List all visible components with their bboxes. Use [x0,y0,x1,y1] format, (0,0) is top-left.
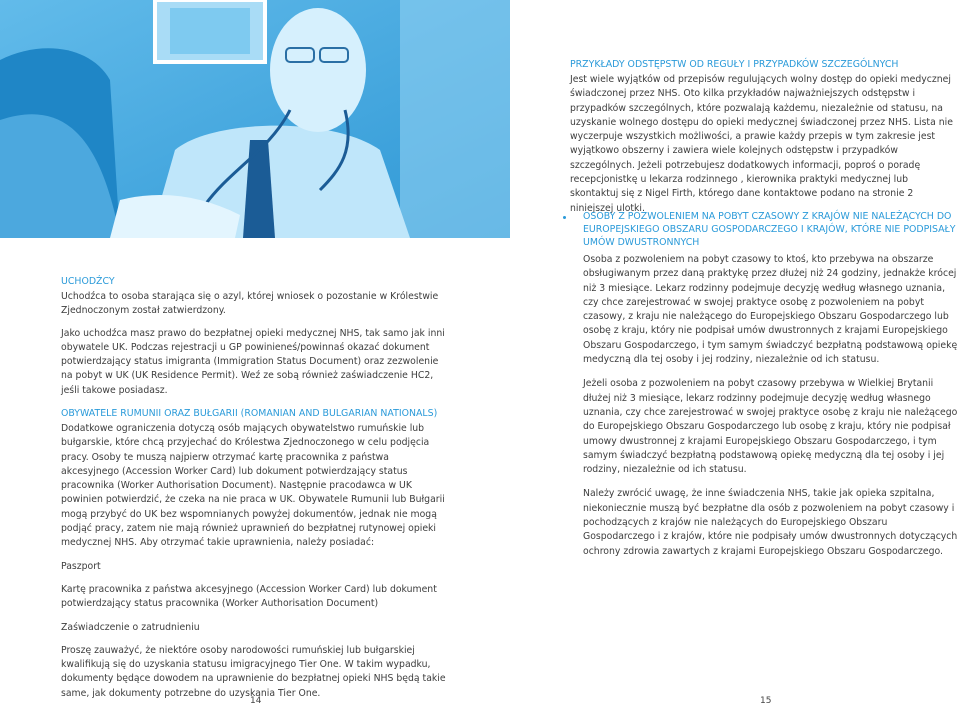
examples-section [570,58,955,216]
doctor-photo [0,0,510,238]
refugees-heading: UCHODŹCY [61,276,115,287]
temporary-body [583,253,959,559]
temporary-paragraph-1: Osoba z pozwoleniem na pobyt czasowy to ktoś, kto przebywa na obszarze obsługiwanym przez daną praktykę przez dłużej niż 24 godziny, jednakże krócej niż 3 miesiące. Lekarz rodzinny podejmuje decyzję według własnego uznania, czy chce zarejestrować w swojej praktyce osobę z pozwoleniem na pobyt czasowy, z kraju nie należącego do Europejskiego Obszaru Gospodarczego lub osobę z kraju, który nie podpisał umów dwustronnych z krajami Europejskiego Obszaru Gospodarczego, i tym samym świadczyć bezpłatną podstawową opiekę medyczną dla tej osoby i jej rodziny, niezależnie od ich statusu. [583,254,958,366]
romanian-paragraph-2: Proszę zauważyć, że niektóre osoby narodowości rumuńskiej lub bułgarskiej kwalifikują się do uzyskania statusu imigracyjnego Tier One. W takim wypadku, dokumenty będące dowodem na uprawnienie do bezpłatnej opieki NHS będą takie same, jak dokumenty potrzebne do uzyskania Tier One. [61,644,446,699]
required-item-employment: Zaświadczenie o zatrudnieniu [61,621,200,633]
romanian-section [61,407,446,701]
romanian-heading: OBYWATELE RUMUNII ORAZ BUŁGARII (ROMANIAN AND BULGARIAN NATIONALS) [61,408,438,419]
refugees-paragraph-1: Uchodźca to osoba starająca się o azyl, której wniosek o pozostanie w Królestwie Zjednoczonym został zatwierdzony. [61,291,439,317]
examples-paragraph: Jest wiele wyjątków od przepisów regulujących wolny dostęp do opieki medycznej świadczonej przez NHS. Oto kilka przykładów najważniejszych odstępstw i przypadków szczególnych, które pozwalają każdemu, niezależnie od statusu, na uzyskanie wolnego dostępu do opieki medycznej świadczonej przez NHS. Lista nie wyczerpuje wszystkich możliwości, a prawie każdy przepis w tym zakresie jest wyjątkowo obszerny i zawiera wiele kolejnych odstępstw i przypadków szczególnych. Jeżeli potrzebujesz dodatkowych informacji, poproś o poradę recepcjonistkę u lekarza rodzinnego , kierownika praktyki medycznej lub skontaktuj się z Nigel Firth, którego dane kontaktowe podano na stronie 2 niniejszej ulotki. [570,74,953,214]
examples-heading: PRZYKŁADY ODSTĘPSTW OD REGUŁY I PRZYPADKÓW SZCZEGÓLNYCH [570,59,899,70]
temporary-heading: OSOBY Z POZWOLENIEM NA POBYT CZASOWY Z KRAJÓW NIE NALEŻĄCYCH DO EUROPEJSKIEGO OBSZARU GOSPODARCZEGO I KRAJÓW, KTÓRE NIE PODPISAŁY UMÓW DWUSTRONNYCH [583,211,956,248]
temporary-paragraph-3: Należy zwrócić uwagę, że inne świadczenia NHS, takie jak opieka szpitalna, niekoniecznie muszą być bezpłatne dla osób z pozwoleniem na pobyt czasowy i pochodzących z krajów nie należących do Europejskiego Obszaru Gospodarczego i z krajów, które nie podpisały umów dwustronnych dotyczących ochrony zdrowia zawartych z krajami Europejskiego Obszaru Gospodarczego. [583,488,958,557]
required-item-worker-card: Kartę pracownika z państwa akcesyjnego (Accession Worker Card) lub dokument potwierdzający status pracownika (Worker Authorisation Document) [61,583,437,610]
required-item-passport: Paszport [61,560,101,572]
bullet-icon [563,216,566,219]
temporary-section [570,210,958,249]
romanian-paragraph-1: Dodatkowe ograniczenia dotyczą osób mających obywatelstwo rumuńskie lub bułgarskie, które chcą przyjechać do Królestwa Zjednoczonego w celu podjęcia pracy. Osoby te muszą najpierw otrzymać kartę pracownika z państwa akcesyjnego (Accession Worker Card) lub dokument potwierdzający status pracownika (Worker Authorisation Document). Następnie pracodawca w UK powinien potwierdzić, że czeka na nie praca w UK. Obywatele Rumunii lub Bułgarii mogą przybyć do UK bez wspomnianych powyżej dokumentów, jednak nie mogą podjąć pracy, zatem nie mają również uprawnień do bezpłatnej rutynowej opieki medycznej NHS. Aby otrzymać takie uprawnienia, należy posiadać: [61,423,445,549]
page-number-right: 15 [760,696,772,706]
refugees-paragraph-2: Jako uchodźca masz prawo do bezpłatnej opieki medycznej NHS, tak samo jak inni obywatele UK. Podczas rejestracji u GP powinieneś/powinnaś okazać dokument potwierdzający status imigranta (Immigration Status Document) oraz zezwolenie na pobyt w UK (UK Residence Permit). Weź ze sobą również zaświadczenie HC2, jeśli takowe posiadasz. [61,327,445,396]
page-number-left: 14 [250,696,262,706]
refugees-section [61,275,446,398]
temporary-paragraph-2: Jeżeli osoba z pozwoleniem na pobyt czasowy przebywa w Wielkiej Brytanii dłużej niż 3 miesiące, lekarz rodzinny podejmuje decyzję według własnego uznania, czy chce zarejestrować w swojej praktyce osobę z kraju nie należącego do Europejskiego Obszaru Gospodarczego lub osobę z kraju, który nie podpisał umowy dwustronnej z krajami Europejskiego Obszaru Gospodarczego, i tym samym świadczyć bezpłatną podstawową opiekę medyczną dla tej osoby i jej rodziny, niezależnie od ich statusu. [583,378,958,476]
